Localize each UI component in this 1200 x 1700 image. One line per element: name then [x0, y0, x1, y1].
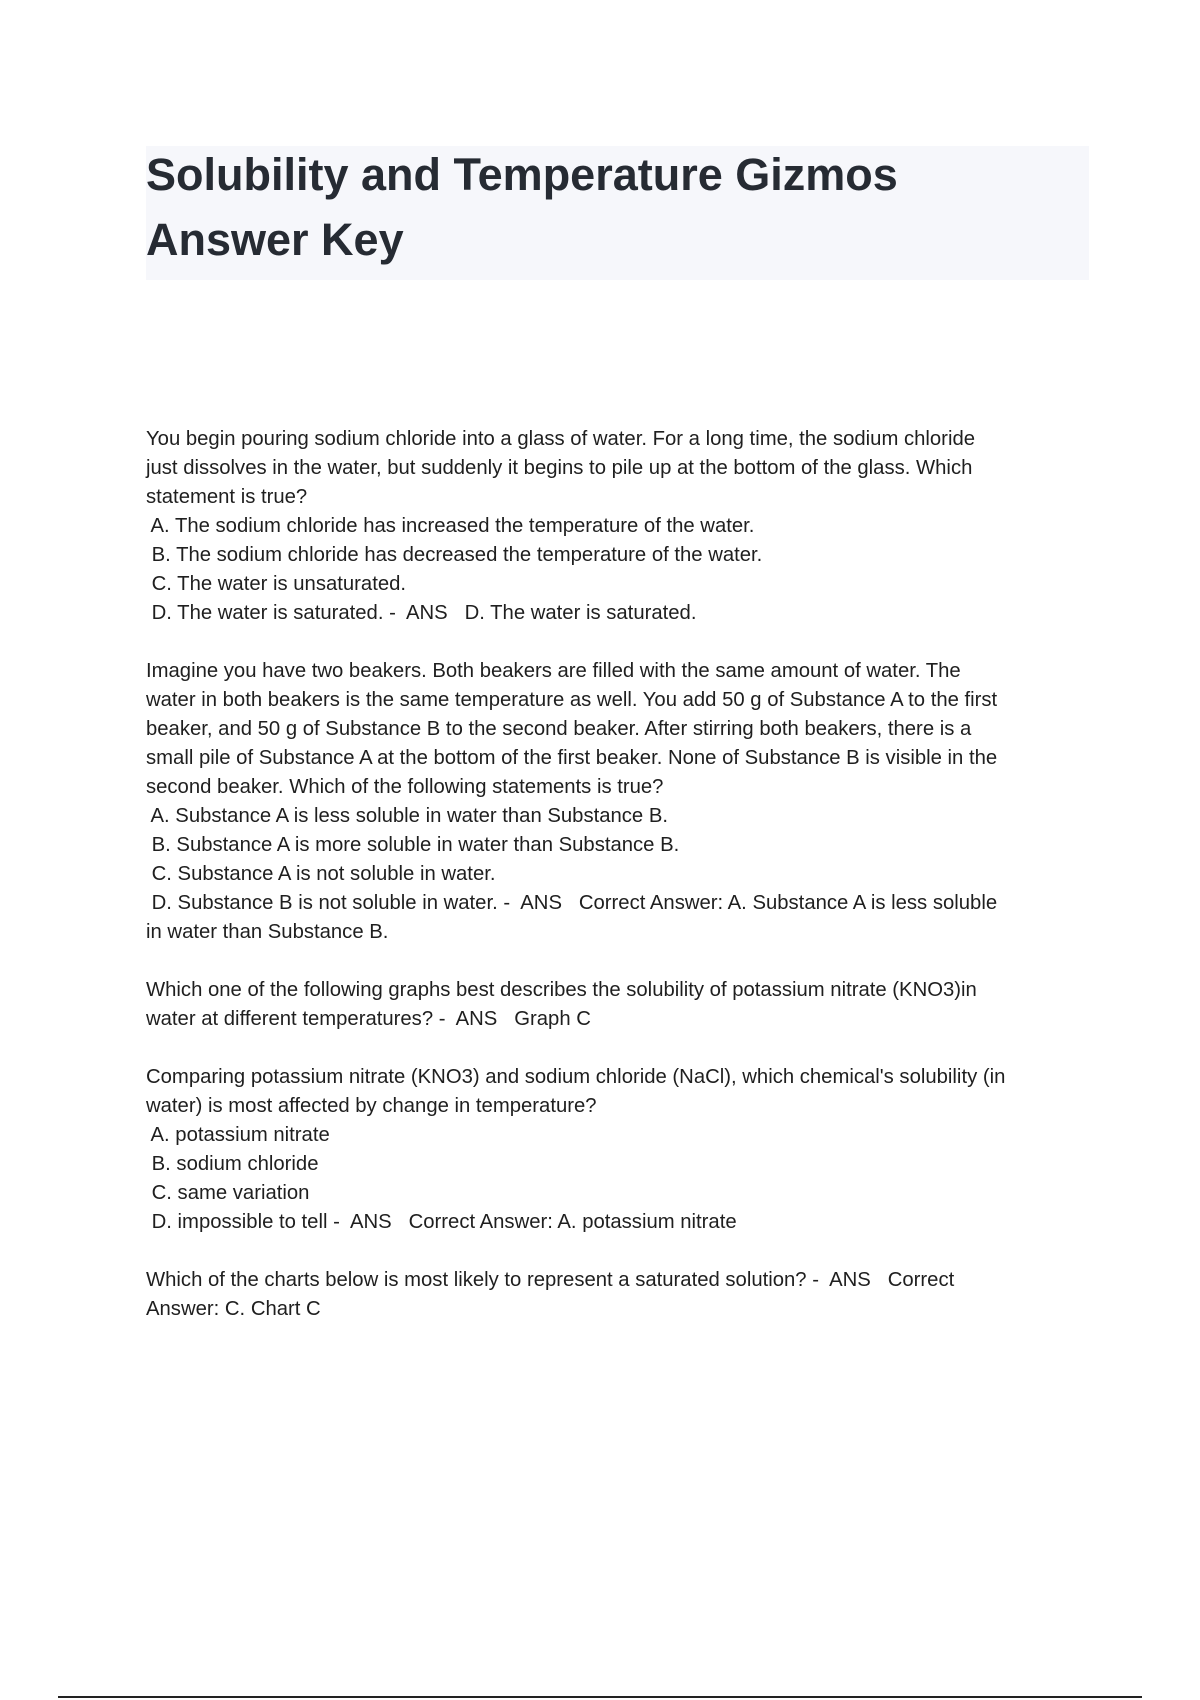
footer-divider	[58, 1696, 1142, 1698]
text-line: statement is true?	[146, 486, 308, 508]
text-line: Imagine you have two beakers. Both beakers are filled with the same amount of water. The	[146, 660, 961, 682]
text-line: You begin pouring sodium chloride into a glass of water. For a long time, the sodium chloride	[146, 428, 976, 450]
answer-option: A. The sodium chloride has increased the temperature of the water.	[146, 515, 755, 537]
answer-option: A. Substance A is less soluble in water than Substance B.	[146, 805, 668, 827]
question-block-1	[146, 425, 1086, 628]
answer-option: A. potassium nitrate	[146, 1124, 330, 1146]
answer-option: C. Substance A is not soluble in water.	[146, 863, 496, 885]
answer-option: C. same variation	[146, 1182, 310, 1204]
text-line: second beaker. Which of the following statements is true?	[146, 776, 664, 798]
text-line: water at different temperatures? - ANS Graph C	[146, 1008, 591, 1030]
question-block-4	[146, 1063, 1086, 1237]
question-block-5	[146, 1266, 1086, 1324]
answer-option: D. The water is saturated. - ANS D. The water is saturated.	[146, 602, 697, 624]
answer-option: B. Substance A is more soluble in water than Substance B.	[146, 834, 680, 856]
text-line: water) is most affected by change in temperature?	[146, 1095, 597, 1117]
text-line: Which of the charts below is most likely to represent a saturated solution? - ANS Correct	[146, 1269, 955, 1291]
answer-option: D. impossible to tell - ANS Correct Answer: A. potassium nitrate	[146, 1211, 737, 1233]
answer-option: D. Substance B is not soluble in water. - ANS Correct Answer: A. Substance A is less soluble	[146, 892, 998, 914]
text-line: Which one of the following graphs best describes the solubility of potassium nitrate (KNO3)in	[146, 979, 977, 1001]
text-line: in water than Substance B.	[146, 921, 389, 943]
question-block-3	[146, 976, 1086, 1034]
document-body	[146, 425, 1086, 1353]
text-line: just dissolves in the water, but suddenly it begins to pile up at the bottom of the glass. Which	[146, 457, 973, 479]
text-line: Comparing potassium nitrate (KNO3) and sodium chloride (NaCl), which chemical's solubility (in	[146, 1066, 1006, 1088]
title-banner	[146, 146, 1089, 280]
text-line: water in both beakers is the same temperature as well. You add 50 g of Substance A to the first	[146, 689, 998, 711]
question-block-2	[146, 657, 1086, 947]
answer-option: B. The sodium chloride has decreased the temperature of the water.	[146, 544, 763, 566]
page-title-line-2: Answer Key	[146, 214, 404, 265]
page-title-line-1: Solubility and Temperature Gizmos	[146, 149, 898, 200]
text-line: small pile of Substance A at the bottom of the first beaker. None of Substance B is visible in the	[146, 747, 998, 769]
text-line: Answer: C. Chart C	[146, 1298, 321, 1320]
answer-option: C. The water is unsaturated.	[146, 573, 407, 595]
answer-option: B. sodium chloride	[146, 1153, 319, 1175]
text-line: beaker, and 50 g of Substance B to the second beaker. After stirring both beakers, there is a	[146, 718, 972, 740]
